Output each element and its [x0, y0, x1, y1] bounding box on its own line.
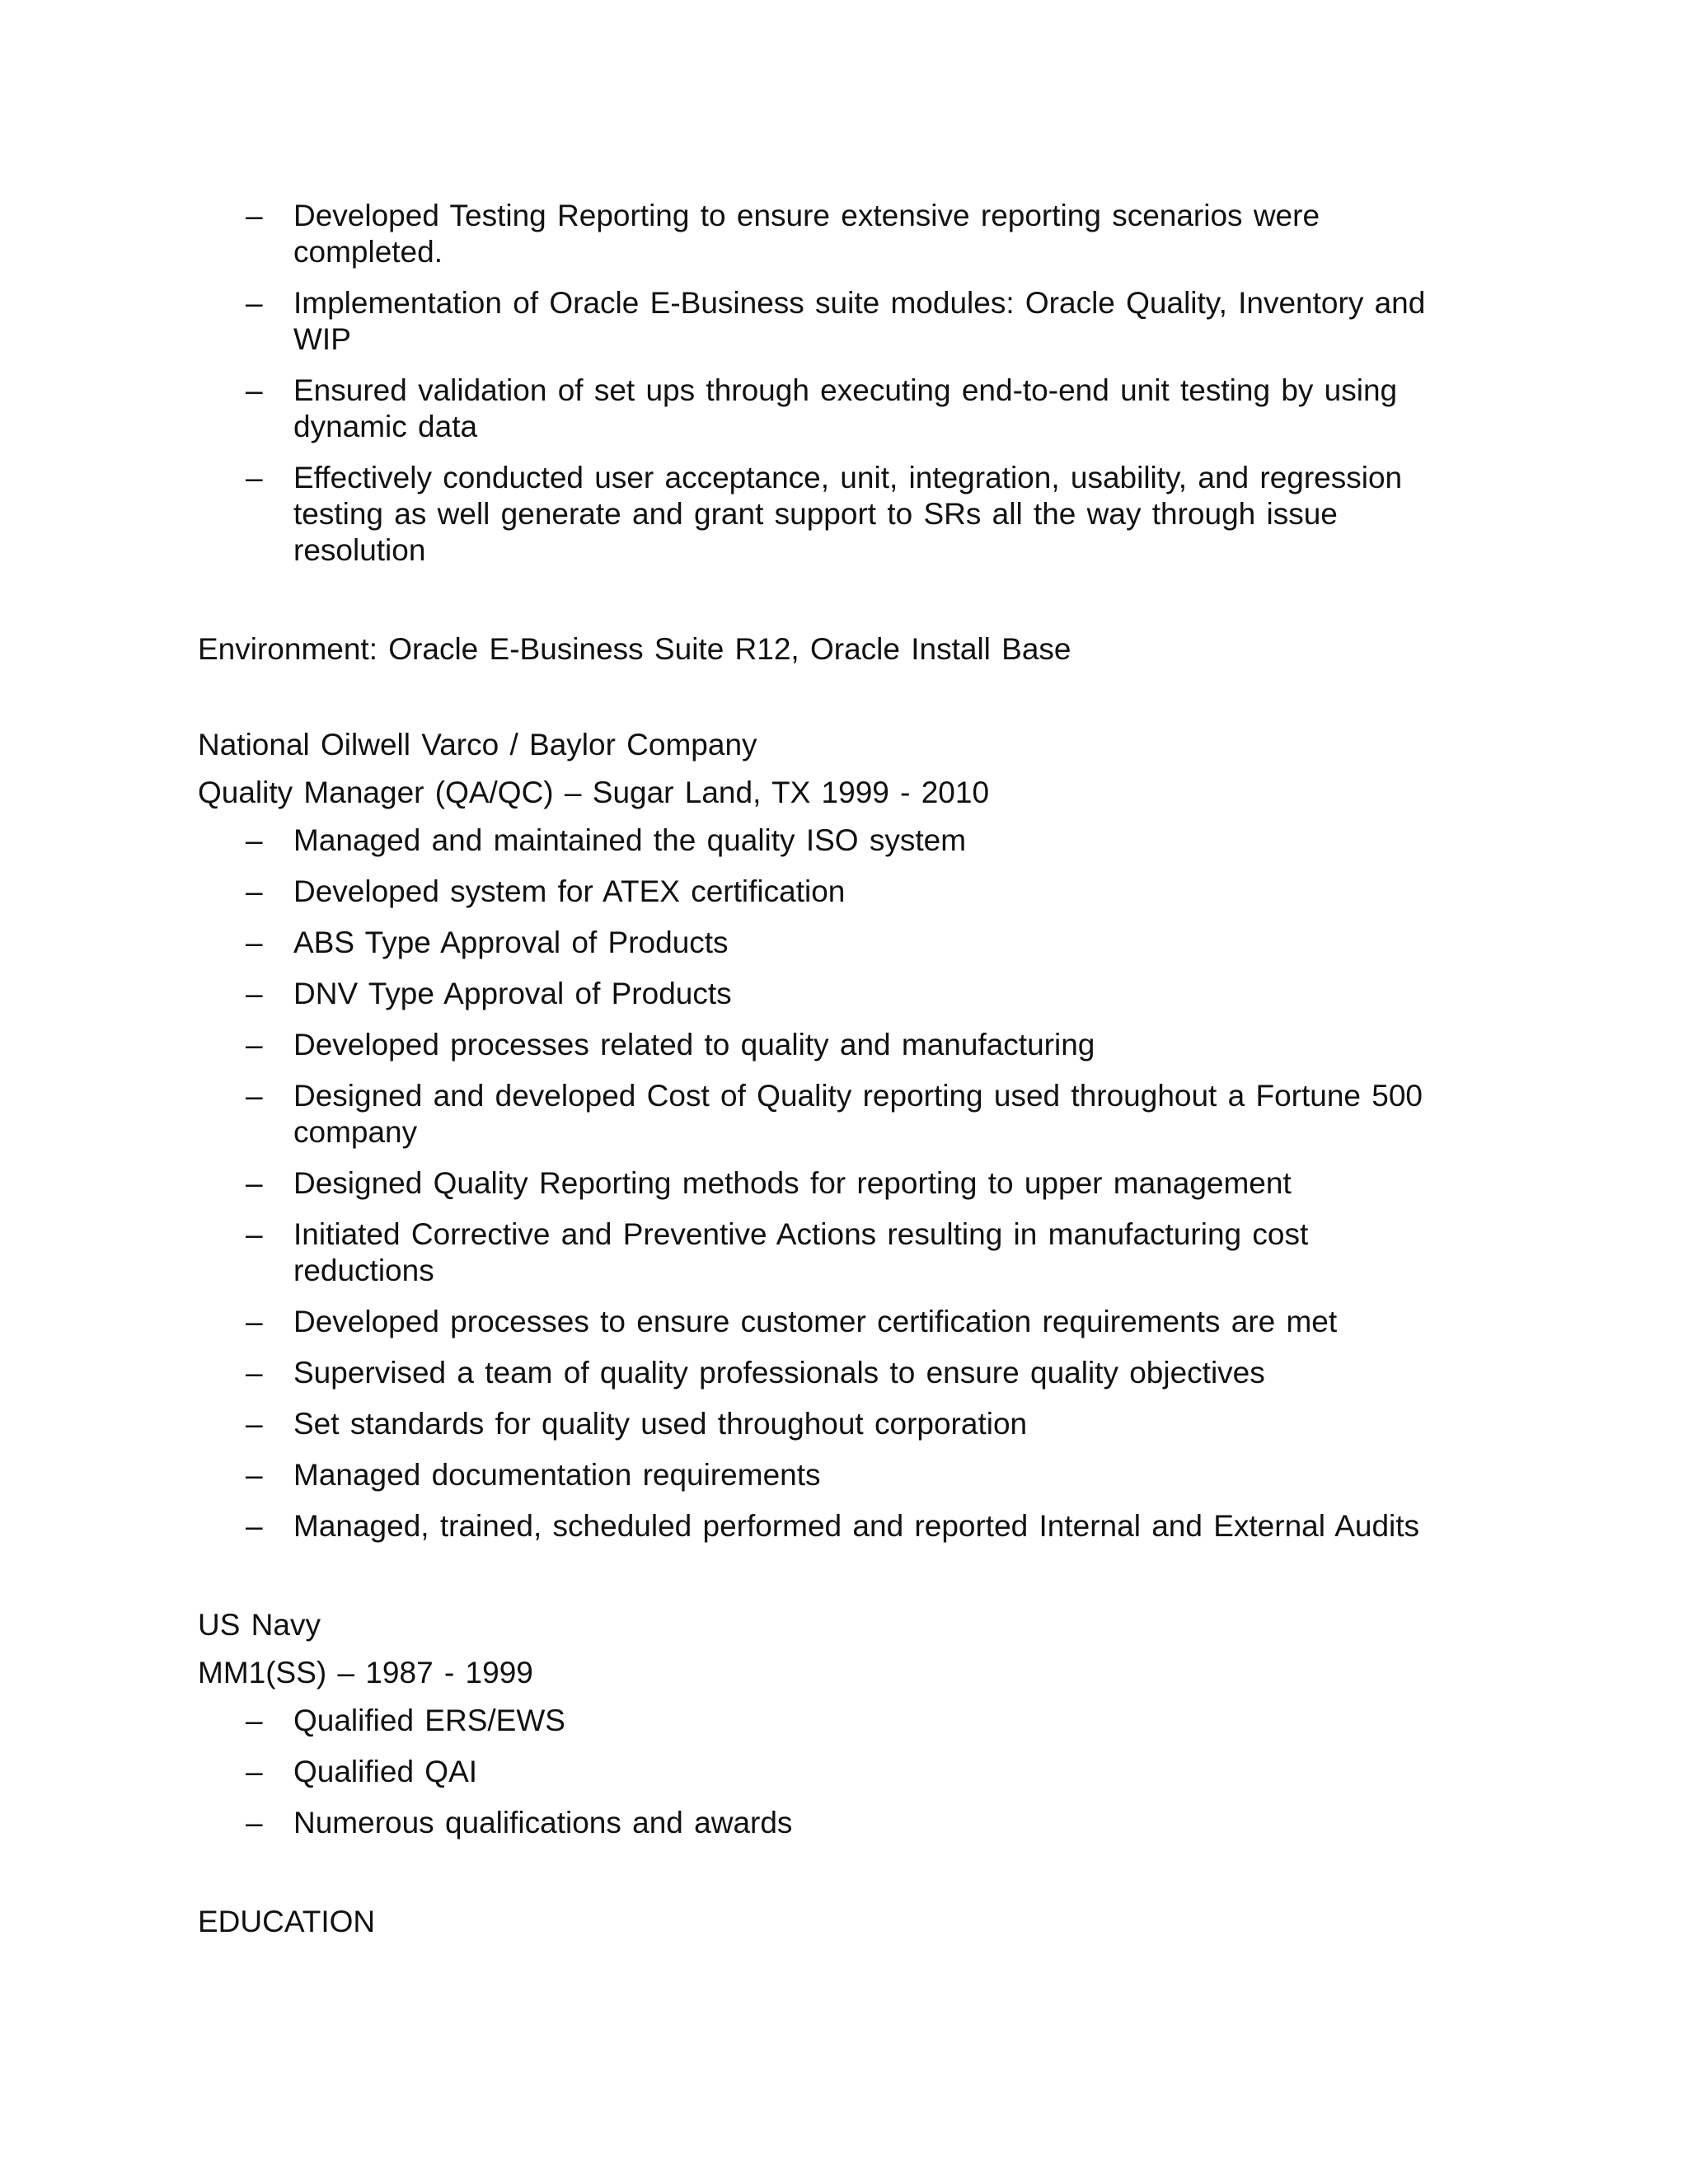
- dash-bullet: –: [246, 1407, 263, 1441]
- bullet-text: Qualified ERS/EWS: [293, 1704, 565, 1737]
- company-name: National Oilwell Varco / Baylor Company: [198, 728, 757, 762]
- bullet-text: Managed and maintained the quality ISO system: [293, 823, 967, 857]
- bullet-text: Developed system for ATEX certification: [293, 874, 846, 908]
- dash-bullet: –: [246, 373, 263, 407]
- dash-bullet: –: [246, 1704, 263, 1737]
- dash-bullet: –: [246, 874, 263, 908]
- dash-bullet: –: [246, 1028, 263, 1062]
- list-item: [198, 874, 1484, 910]
- dash-bullet: –: [246, 1356, 263, 1390]
- dash-bullet: –: [246, 1755, 263, 1788]
- dash-bullet: –: [246, 1458, 263, 1492]
- bullet-text: Numerous qualifications and awards: [293, 1806, 793, 1840]
- list-item: [198, 925, 1484, 961]
- bullet-text: Designed Quality Reporting methods for reporting to upper management: [293, 1166, 1292, 1200]
- list-item: [198, 1078, 1484, 1151]
- dash-bullet: –: [246, 1217, 263, 1251]
- list-item: [198, 976, 1484, 1012]
- dash-bullet: –: [246, 286, 263, 320]
- dash-bullet: –: [246, 1079, 263, 1113]
- list-item: [198, 1406, 1484, 1442]
- dash-bullet: –: [246, 926, 263, 959]
- dash-bullet: –: [246, 1806, 263, 1840]
- bullet-text: Implementation of Oracle E-Business suite modules: Oracle Quality, Inventory and WIP: [293, 286, 1426, 356]
- list-item: [198, 1703, 1484, 1739]
- bullet-text: Designed and developed Cost of Quality reporting used throughout a Fortune 500 company: [293, 1079, 1423, 1149]
- list-item: [198, 1457, 1484, 1493]
- list-item: [198, 1805, 1484, 1841]
- list-item: [198, 1754, 1484, 1790]
- environment-line: Environment: Oracle E-Business Suite R12, Oracle Install Base: [198, 632, 1071, 666]
- bullet-text: Supervised a team of quality professionals to ensure quality objectives: [293, 1356, 1265, 1390]
- list-item: [198, 285, 1484, 358]
- list-item: [198, 373, 1484, 445]
- list-item: [198, 1027, 1484, 1063]
- company-name: US Navy: [198, 1608, 321, 1642]
- bullet-text: Ensured validation of set ups through executing end-to-end unit testing by using dynamic data: [293, 373, 1398, 443]
- list-item: [198, 1216, 1484, 1289]
- bullet-text: DNV Type Approval of Products: [293, 977, 732, 1010]
- dash-bullet: –: [246, 1305, 263, 1338]
- job-title: Quality Manager (QA/QC) – Sugar Land, TX 1999 - 2010: [198, 776, 990, 809]
- list-item: [198, 1355, 1484, 1391]
- bullet-text: Developed processes to ensure customer certification requirements are met: [293, 1305, 1338, 1338]
- dash-bullet: –: [246, 1509, 263, 1543]
- list-item: [198, 460, 1484, 569]
- job2-bullet-list: [198, 823, 1484, 1544]
- education-heading: EDUCATION: [198, 1905, 376, 1938]
- resume-page: [198, 198, 1484, 1940]
- bullet-text: Qualified QAI: [293, 1755, 478, 1788]
- bullet-text: Developed processes related to quality and manufacturing: [293, 1028, 1095, 1062]
- bullet-text: Initiated Corrective and Preventive Actions resulting in manufacturing cost reductions: [293, 1217, 1309, 1287]
- dash-bullet: –: [246, 461, 263, 494]
- bullet-text: Effectively conducted user acceptance, unit, integration, usability, and regression testing as well generate and grant support to SRs all the way through issue resolution: [293, 461, 1403, 567]
- bullet-text: Developed Testing Reporting to ensure extensive reporting scenarios were completed.: [293, 199, 1320, 269]
- bullet-text: Managed, trained, scheduled performed and reported Internal and External Audits: [293, 1509, 1420, 1543]
- dash-bullet: –: [246, 823, 263, 857]
- bullet-text: Managed documentation requirements: [293, 1458, 821, 1492]
- list-item: [198, 1508, 1484, 1544]
- dash-bullet: –: [246, 1166, 263, 1200]
- job-title: MM1(SS) – 1987 - 1999: [198, 1656, 533, 1690]
- bullet-text: ABS Type Approval of Products: [293, 926, 729, 959]
- dash-bullet: –: [246, 199, 263, 232]
- list-item: [198, 1304, 1484, 1340]
- section1-bullet-list: [198, 198, 1484, 569]
- dash-bullet: –: [246, 977, 263, 1010]
- list-item: [198, 823, 1484, 859]
- bullet-text: Set standards for quality used throughout corporation: [293, 1407, 1028, 1441]
- list-item: [198, 1165, 1484, 1202]
- list-item: [198, 198, 1484, 270]
- job3-bullet-list: [198, 1703, 1484, 1841]
